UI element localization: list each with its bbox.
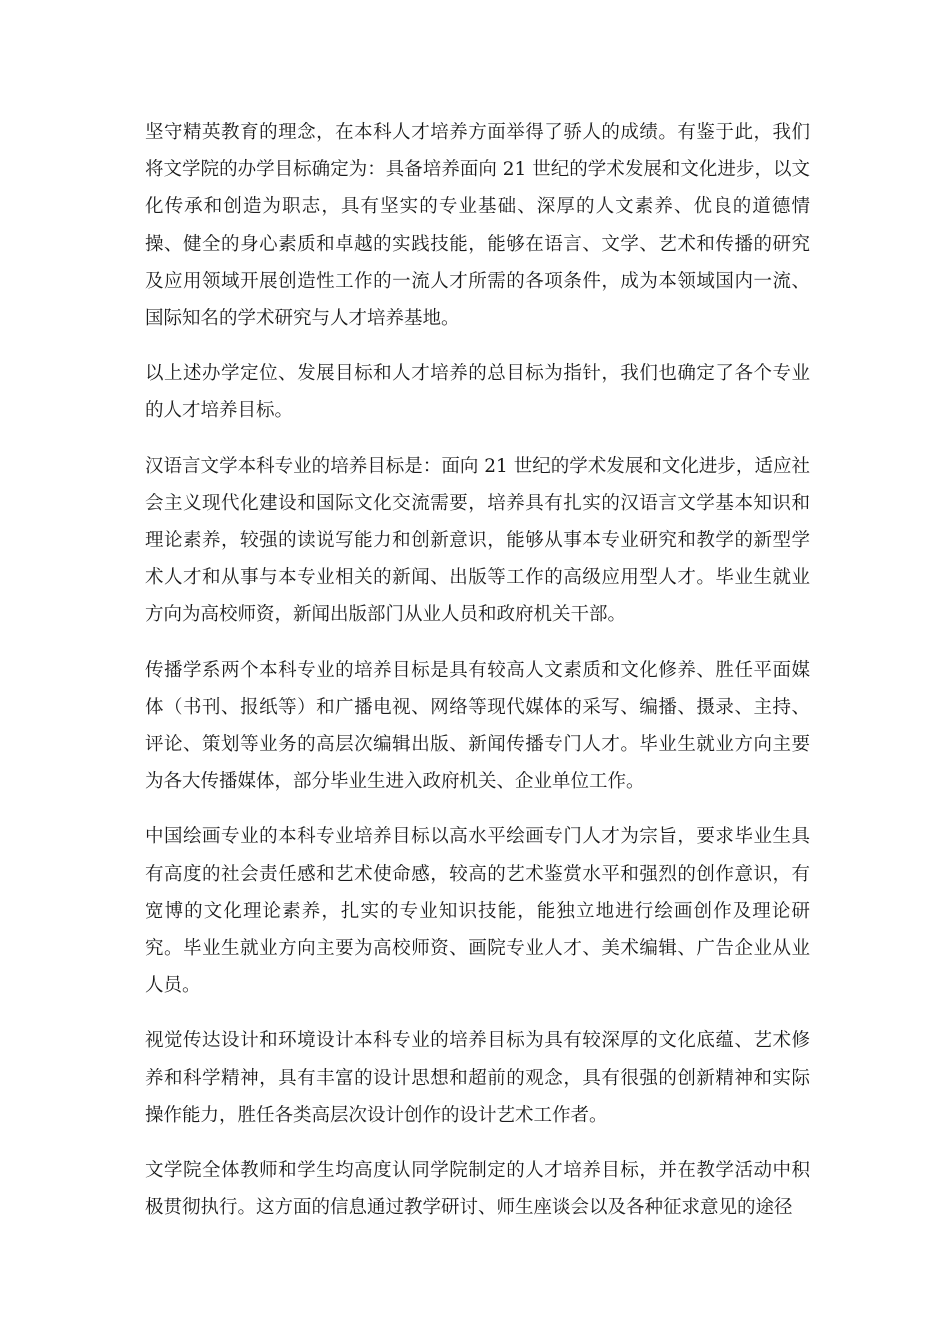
paragraph-major-goals-intro: 以上述办学定位、发展目标和人才培养的总目标为指针，我们也确定了各个专业的人才培养目标。 — [145, 363, 810, 422]
paragraph-chinese-painting: 中国绘画专业的本科专业培养目标以高水平绘画专门人才为宗旨，要求毕业生具有高度的社会责任感和艺术使命感，较高的艺术鉴赏水平和强烈的创作意识，有宽博的文化理论素养，扎实的专业知识技能，能独立地进行绘画创作及理论研究。毕业生就业方向主要为高校师资、画院专业人才、美术编辑、广告企业从业人员。 — [145, 826, 810, 997]
paragraph-faculty-student-recognition: 文学院全体教师和学生均高度认同学院制定的人才培养目标，并在教学活动中积极贯彻执行。这方面的信息通过教学研讨、师生座谈会以及各种征求意见的途径 — [145, 1160, 810, 1219]
paragraph-communication-studies: 传播学系两个本科专业的培养目标是具有较高人文素质和文化修养、胜任平面媒体（书刊、报纸等）和广播电视、网络等现代媒体的采写、编播、摄录、主持、评论、策划等业务的高层次编辑出版、新闻传播专门人才。毕业生就业方向主要为各大传播媒体，部分毕业生进入政府机关、企业单位工作。 — [145, 659, 810, 793]
paragraph-chinese-language-literature: 汉语言文学本科专业的培养目标是：面向 21 世纪的学术发展和文化进步，适应社会主义现代化建设和国际文化交流需要，培养具有扎实的汉语言文学基本知识和理论素养，较强的读说写能力和创新意识，能够从事本专业研究和教学的新型学术人才和从事与本专业相关的新闻、出版等工作的高级应用型人才。毕业生就业方向为高校师资，新闻出版部门从业人员和政府机关干部。 — [145, 455, 810, 626]
paragraph-visual-environment-design: 视觉传达设计和环境设计本科专业的培养目标为具有较深厚的文化底蕴、艺术修养和科学精神，具有丰富的设计思想和超前的观念，具有很强的创新精神和实际操作能力，胜任各类高层次设计创作的设计艺术工作者。 — [145, 1030, 810, 1126]
paragraph-school-goal: 坚守精英教育的理念，在本科人才培养方面举得了骄人的成绩。有鉴于此，我们将文学院的办学目标确定为：具备培养面向 21 世纪的学术发展和文化进步，以文化传承和创造为职志，具有坚实的专业基础、深厚的人文素养、优良的道德情操、健全的身心素质和卓越的实践技能，能够在语言、文学、艺术和传播的研究及应用领域开展创造性工作的一流人才所需的各项条件，成为本领域国内一流、国际知名的学术研究与人才培养基地。 — [145, 122, 810, 330]
document-body — [145, 114, 810, 1244]
